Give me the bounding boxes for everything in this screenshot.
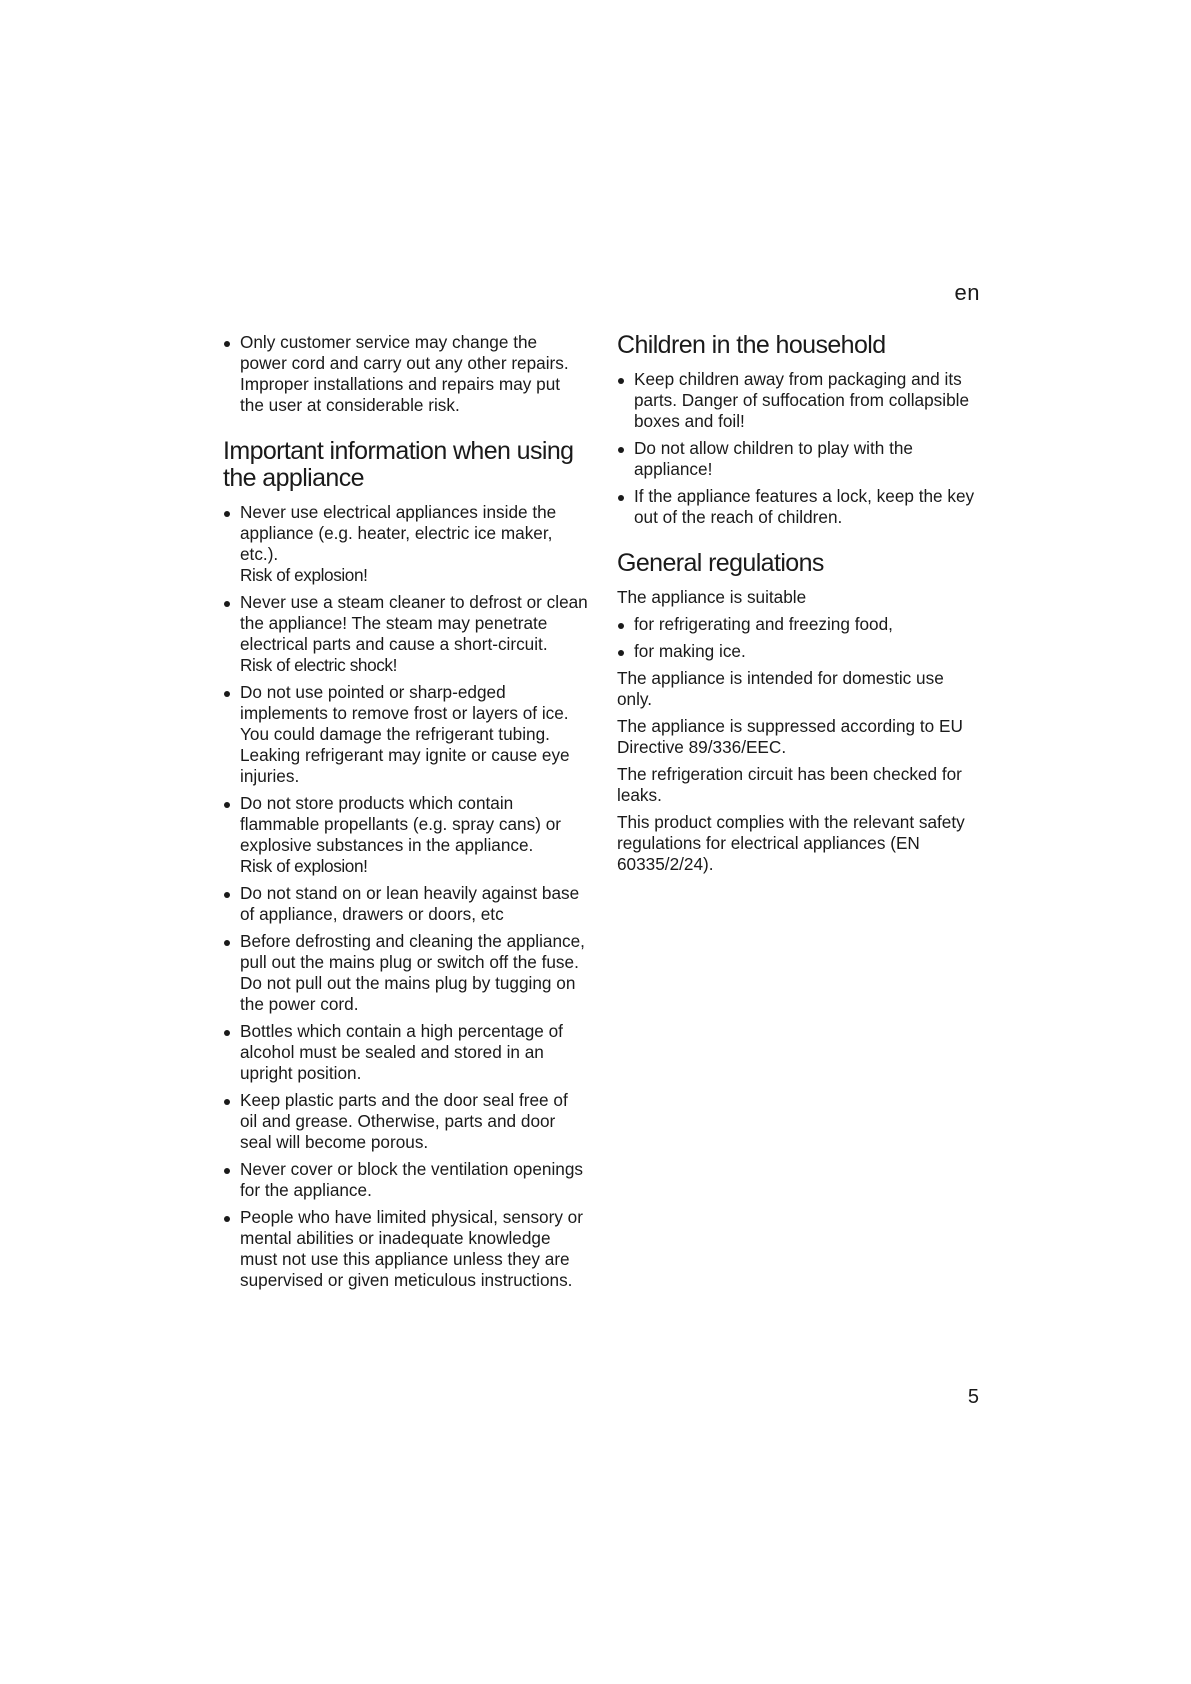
page-number: 5: [967, 1386, 979, 1408]
warning-text: Risk of electric shock!: [240, 655, 397, 675]
bullet-icon: [224, 341, 230, 347]
general-paragraph: The appliance is suppressed according to EU Directive 89/336/EEC.: [617, 716, 963, 757]
bullet-icon: [224, 601, 230, 607]
bullet-icon: [224, 1030, 230, 1036]
children-section: [617, 332, 982, 528]
list-item: Do not allow children to play with the appliance!: [617, 438, 982, 480]
intro-list: [223, 332, 588, 416]
left-column: [223, 332, 588, 1313]
bullet-icon: [618, 447, 624, 453]
bullet-icon: [224, 511, 230, 517]
list-item: Do not stand on or lean heavily against base of appliance, drawers or doors, etc: [223, 883, 588, 925]
list-item: for making ice.: [617, 641, 982, 662]
children-list: [617, 369, 982, 528]
list-item: If the appliance features a lock, keep the key out of the reach of children.: [617, 486, 982, 528]
general-intro: The appliance is suitable: [617, 587, 807, 607]
list-item: Keep children away from packaging and its parts. Danger of suffocation from collapsible boxes and foil!: [617, 369, 982, 432]
bullet-icon: [224, 1216, 230, 1222]
bullet-icon: [224, 1168, 230, 1174]
general-paragraph: The refrigeration circuit has been checked for leaks.: [617, 764, 962, 805]
bullet-icon: [224, 892, 230, 898]
list-item: Before defrosting and cleaning the appliance, pull out the mains plug or switch off the fuse. Do not pull out the mains plug by tugging on the power cord.: [223, 931, 588, 1015]
children-heading: Children in the household: [617, 331, 886, 359]
list-item: Do not store products which contain flammable propellants (e.g. spray cans) or explosive substances in the appliance. Risk of explosion!: [223, 793, 588, 877]
bullet-icon: [618, 495, 624, 501]
general-section: [617, 550, 982, 875]
list-item: Do not use pointed or sharp-edged implements to remove frost or layers of ice. You could damage the refrigerant tubing. Leaking refrigerant may ignite or cause eye injuries.: [223, 682, 588, 787]
bullet-icon: [224, 691, 230, 697]
general-paragraph: The appliance is intended for domestic use only.: [617, 668, 944, 709]
list-item: for refrigerating and freezing food,: [617, 614, 982, 635]
bullet-icon: [618, 650, 624, 656]
general-list: [617, 614, 982, 662]
list-item: People who have limited physical, sensory or mental abilities or inadequate knowledge must not use this appliance unless they are supervised or given meticulous instructions.: [223, 1207, 588, 1291]
warning-text: Risk of explosion!: [240, 565, 368, 585]
list-item: Keep plastic parts and the door seal free of oil and grease. Otherwise, parts and door seal will become porous.: [223, 1090, 588, 1153]
list-item: Bottles which contain a high percentage of alcohol must be sealed and stored in an upright position.: [223, 1021, 588, 1084]
list-item: Never use a steam cleaner to defrost or clean the appliance! The steam may penetrate electrical parts and cause a short-circuit. Risk of electric shock!: [223, 592, 588, 676]
general-paragraph: This product complies with the relevant safety regulations for electrical appliances (EN 60335/2/24).: [617, 812, 965, 874]
list-item: Only customer service may change the power cord and carry out any other repairs. Improper installations and repairs may put the user at considerable risk.: [223, 332, 588, 416]
important-section: [223, 438, 588, 1291]
important-heading: Important information when using the appliance: [223, 437, 574, 492]
list-item: Never cover or block the ventilation openings for the appliance.: [223, 1159, 588, 1201]
list-item: Never use electrical appliances inside the appliance (e.g. heater, electric ice maker, etc.). Risk of explosion!: [223, 502, 588, 586]
bullet-icon: [618, 623, 624, 629]
bullet-icon: [224, 940, 230, 946]
general-heading: General regulations: [617, 549, 824, 577]
important-list: [223, 502, 588, 1291]
bullet-icon: [618, 378, 624, 384]
warning-text: Risk of explosion!: [240, 856, 368, 876]
language-tag: en: [954, 280, 980, 305]
right-column: [617, 332, 982, 897]
intro-section: [223, 332, 588, 416]
bullet-icon: [224, 1099, 230, 1105]
bullet-icon: [224, 802, 230, 808]
